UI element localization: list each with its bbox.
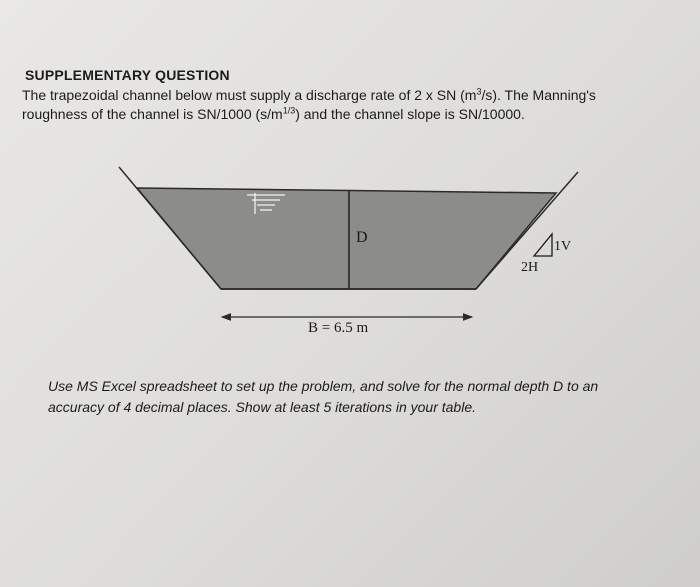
slope-vertical-label: 1V bbox=[554, 239, 572, 254]
question-heading: SUPPLEMENTARY QUESTION bbox=[25, 67, 230, 83]
line-1-text: The trapezoidal channel below must supply a discharge rate of 2 x SN (m bbox=[22, 87, 477, 103]
instructions-text: Use MS Excel spreadsheet to set up the problem, and solve for the normal depth D to an accuracy of 4 decimal places. Show at least 5 iterations in your table. bbox=[48, 378, 599, 415]
depth-label: D bbox=[356, 229, 368, 246]
superscript-one-third: 1/3 bbox=[282, 105, 296, 116]
water-section bbox=[137, 188, 556, 289]
slope-triangle-icon bbox=[534, 234, 552, 256]
superscript-cubed: 3 bbox=[476, 86, 482, 97]
base-width-label: B = 6.5 m bbox=[308, 320, 369, 336]
slope-horizontal-label: 2H bbox=[521, 260, 539, 275]
line-2-text: roughness of the channel is SN/1000 (s/m bbox=[22, 106, 283, 122]
line-2-text-end: ) and the channel slope is SN/10000. bbox=[295, 106, 525, 122]
line-1-text-end: /s). The Manning's bbox=[481, 87, 596, 103]
